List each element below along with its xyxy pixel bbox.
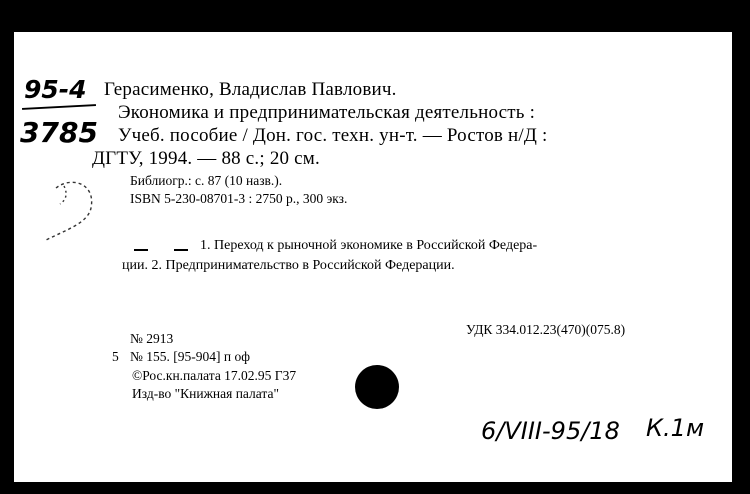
title-line-1: Экономика и предпринимательская деятельность : — [118, 102, 536, 123]
catalog-card — [14, 32, 732, 482]
udc-code: УДК 334.012.23(470)(075.8) — [466, 322, 626, 337]
handwritten-mark: К.1м — [646, 414, 705, 442]
shelfmark-top: 95-4 — [24, 75, 87, 104]
subject-line-2: ции. 2. Предпринимательство в Российской Федерации. — [122, 258, 455, 273]
title-line-2: Учеб. пособие / Дон. гос. техн. ун-т. — Ростов н/Д : — [118, 125, 548, 146]
subject-line-1: 1. Переход к рыночной экономике в Российской Федера- — [200, 238, 538, 253]
card-number: № 2913 — [130, 331, 174, 346]
subject-dash-2 — [174, 249, 188, 251]
book-chamber-line: ©Рос.кн.палата 17.02.95 Г37 — [132, 368, 297, 383]
shelfmark-bottom: 3785 — [20, 116, 98, 149]
publisher-line: Изд-во "Книжная палата" — [132, 386, 279, 401]
handwritten-date: 6/VIII-95/18 — [481, 417, 620, 445]
scribble-mark — [36, 168, 116, 248]
title-line-3: ДГТУ, 1994. — 88 с.; 20 см. — [92, 148, 320, 169]
order-prefix: 5 — [112, 349, 119, 364]
shelfmark-divider — [22, 104, 96, 110]
subject-dash-1 — [134, 249, 148, 251]
bibliography-note: Библиогр.: с. 87 (10 назв.). — [130, 173, 283, 188]
isbn-line: ISBN 5-230-08701-3 : 2750 р., 300 экз. — [130, 191, 348, 206]
order-line: № 155. [95-904] п оф — [130, 349, 250, 364]
author-heading: Герасименко, Владислав Павлович. — [104, 79, 397, 100]
stamp-dot — [355, 365, 399, 409]
